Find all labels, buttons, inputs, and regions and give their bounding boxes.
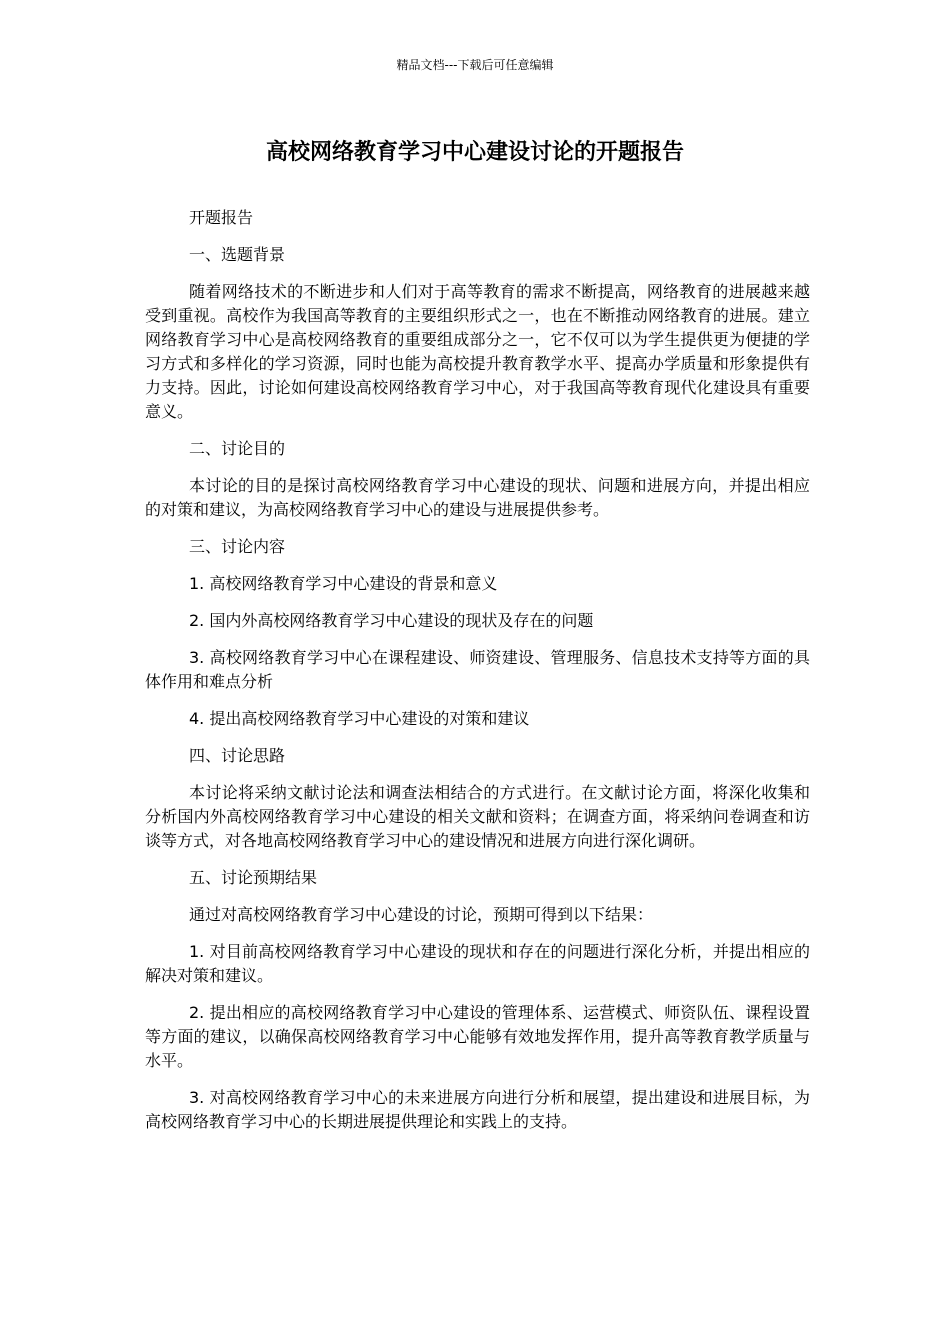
section-heading-expected-results: 五、讨论预期结果 [189, 868, 318, 887]
result-item-2: 2. 提出相应的高校网络教育学习中心建设的管理体系、运营模式、师资队伍、课程设置等方面的建议，以确保高校网络教育学习中心能够有效地发挥作用，提升高等教育教学质量与水平。 [145, 1003, 810, 1070]
header-note: 精品文档---下载后可任意编辑 [396, 58, 554, 72]
paragraph-approach: 本讨论将采纳文献讨论法和调查法相结合的方式进行。在文献讨论方面，将深化收集和分析国内外高校网络教育学习中心建设的相关文献和资料；在调查方面，将采纳问卷调查和访谈等方式，对各地高校网络教育学习中心的建设情况和进展方向进行深化调研。 [145, 783, 810, 850]
document-body [145, 206, 810, 1147]
content-item-2: 2. 国内外高校网络教育学习中心建设的现状及存在的问题 [189, 611, 594, 630]
content-item-4: 4. 提出高校网络教育学习中心建设的对策和建议 [189, 709, 530, 728]
section-heading-content: 三、讨论内容 [189, 537, 286, 556]
content-item-1: 1. 高校网络教育学习中心建设的背景和意义 [189, 574, 498, 593]
paragraph-report-label: 开题报告 [189, 208, 254, 227]
result-item-3: 3. 对高校网络教育学习中心的未来进展方向进行分析和展望，提出建设和进展目标，为高校网络教育学习中心的长期进展提供理论和实践上的支持。 [145, 1088, 810, 1131]
paragraph-expected-intro: 通过对高校网络教育学习中心建设的讨论，预期可得到以下结果： [189, 905, 654, 924]
section-heading-purpose: 二、讨论目的 [189, 439, 286, 458]
document-title: 高校网络教育学习中心建设讨论的开题报告 [265, 140, 684, 165]
section-heading-approach: 四、讨论思路 [189, 746, 286, 765]
section-heading-background: 一、选题背景 [189, 245, 286, 264]
result-item-1: 1. 对目前高校网络教育学习中心建设的现状和存在的问题进行深化分析，并提出相应的解决对策和建议。 [145, 942, 810, 985]
paragraph-background: 随着网络技术的不断进步和人们对于高等教育的需求不断提高，网络教育的进展越来越受到重视。高校作为我国高等教育的主要组织形式之一，也在不断推动网络教育的进展。建立网络教育学习中心是高校网络教育的重要组成部分之一，它不仅可以为学生提供更为便捷的学习方式和多样化的学习资源，同时也能为高校提升教育教学水平、提高办学质量和形象提供有力支持。因此，讨论如何建设高校网络教育学习中心，对于我国高等教育现代化建设具有重要意义。 [145, 282, 810, 421]
paragraph-purpose: 本讨论的目的是探讨高校网络教育学习中心建设的现状、问题和进展方向，并提出相应的对策和建议，为高校网络教育学习中心的建设与进展提供参考。 [145, 476, 810, 519]
content-item-3: 3. 高校网络教育学习中心在课程建设、师资建设、管理服务、信息技术支持等方面的具体作用和难点分析 [145, 648, 810, 691]
